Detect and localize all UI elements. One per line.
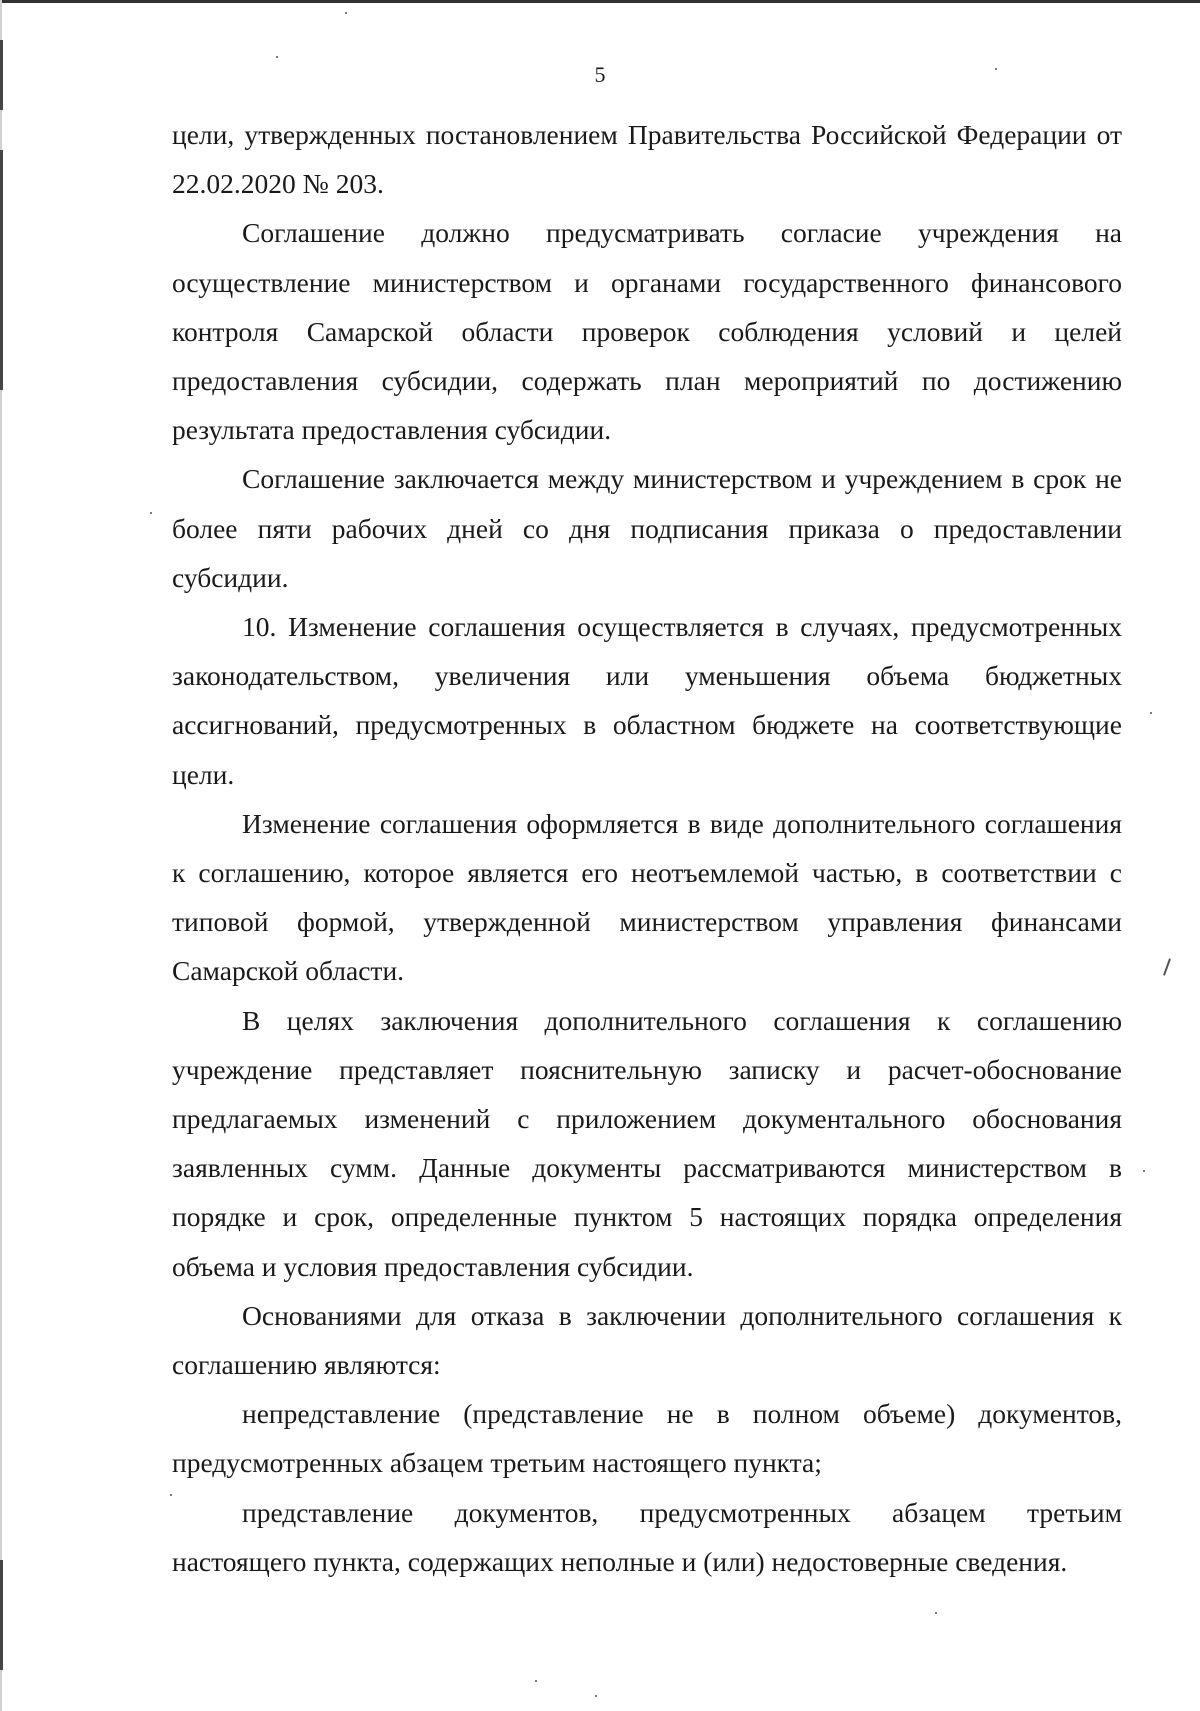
scan-speck	[276, 56, 278, 58]
document-body	[172, 110, 1122, 1586]
paragraph-item-10: 10. Изменение соглашения осуществляется в случаях, предусмотренных законодательством, увеличения или уменьшения объема бюджетных ассигнований, предусмотренных в областном бюджете на соответствующие цели.	[172, 611, 1122, 790]
scan-speck	[1163, 958, 1171, 976]
paragraph: непредставление (представление не в полном объеме) документов, предусмотренных абзацем третьим настоящего пункта;	[172, 1398, 1122, 1479]
scan-speck	[1150, 712, 1152, 714]
page-number: 5	[594, 62, 606, 87]
scan-speck	[150, 512, 152, 514]
scan-speck	[935, 1612, 937, 1614]
paragraph: цели, утвержденных постановлением Правительства Российской Федерации от 22.02.2020 № 203.	[172, 119, 1122, 200]
scan-speck	[535, 1680, 537, 1682]
paragraph: Изменение соглашения оформляется в виде дополнительного соглашения к соглашению, которое является его неотъемлемой частью, в соответствии с типовой формой, утвержденной министерством управления финансами Самарской области.	[172, 807, 1122, 987]
scan-speck	[1143, 1170, 1145, 1172]
paragraph: Соглашение должно предусматривать согласие учреждения на осуществление министерством и органами государственного финансового контроля Самарской области проверок соблюдения условий и целей предоставления субсидии, содержать план мероприятий по достижению результата предоставления субсидии.	[172, 217, 1122, 446]
scan-speck	[345, 12, 347, 14]
scan-margin-mark	[0, 1560, 3, 1670]
scan-speck	[595, 1695, 597, 1697]
paragraph: Основаниями для отказа в заключении дополнительного соглашения к соглашению являются:	[172, 1299, 1122, 1381]
scan-margin-mark	[0, 150, 3, 390]
scan-top-edge	[0, 0, 1200, 3]
paragraph: В целях заключения дополнительного соглашения к соглашению учреждение представляет пояснительную записку и расчет-обоснование предлагаемых изменений с приложением документального обоснования заявленных сумм. Данные документы рассматриваются министерством в порядке и срок, определенные пунктом 5 настоящих порядка определения объема и условия предоставления субсидии.	[172, 1004, 1122, 1282]
paragraph: представление документов, предусмотренных абзацем третьим настоящего пункта, содержащих неполные и (или) недостоверные сведения.	[172, 1496, 1122, 1577]
paragraph: Соглашение заключается между министерством и учреждением в срок не более пяти рабочих дней со дня подписания приказа о предоставлении субсидии.	[172, 463, 1122, 593]
